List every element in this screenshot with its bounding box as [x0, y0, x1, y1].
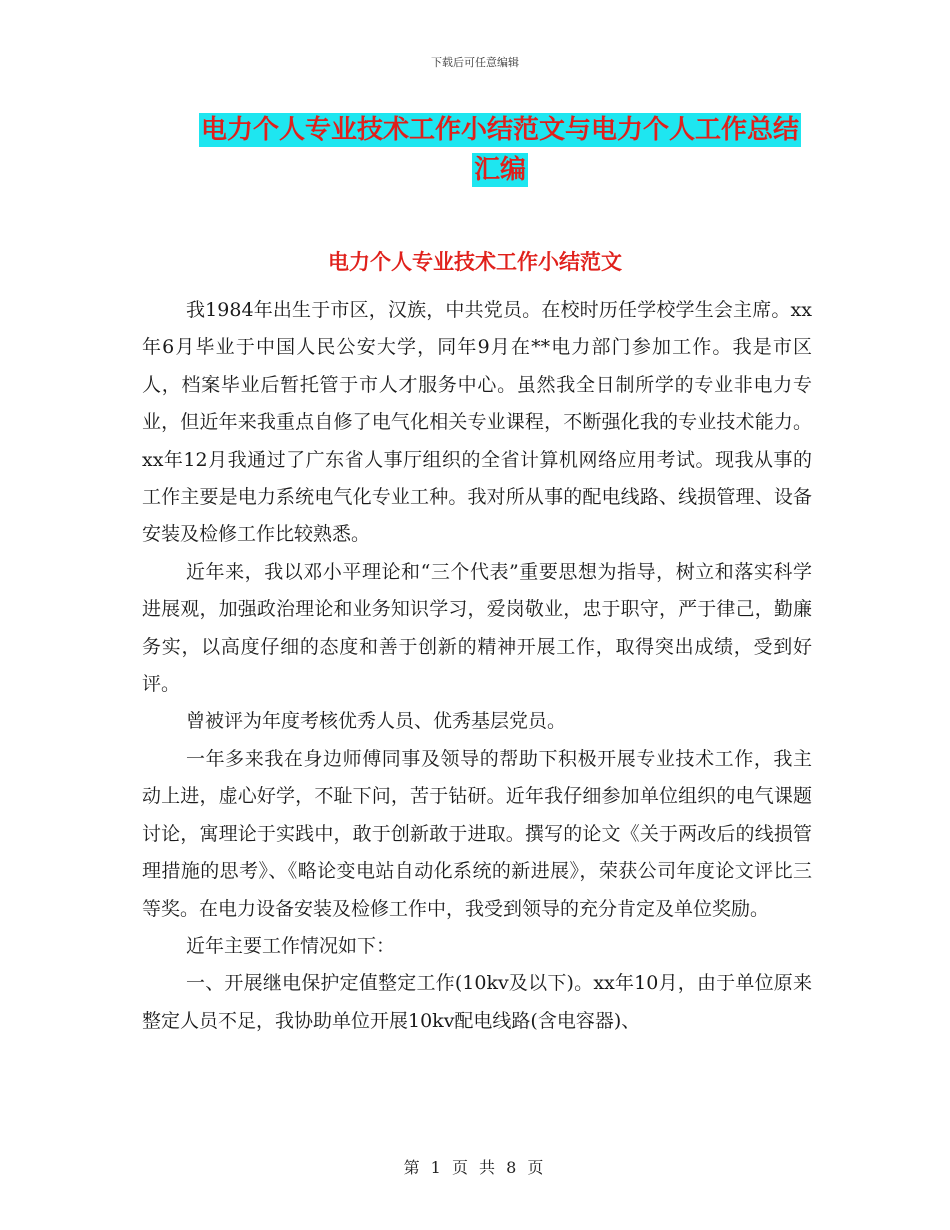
document-title: [150, 110, 850, 190]
paragraph: 近年主要工作情况如下：: [186, 934, 396, 957]
document-title-line-2: 汇编: [473, 155, 526, 185]
section-title: 电力个人专业技术工作小结范文: [328, 249, 622, 274]
header-note: 下载后可任意编辑: [431, 56, 519, 69]
paragraph: 一、开展继电保护定值整定工作(10kv及以下)。xx年10月，由于单位原来整定人员不足，我协助单位开展10kv配电线路(含电容器)、: [142, 972, 812, 1032]
body-text: [142, 292, 812, 1040]
paragraph: 一年多来我在身边师傅同事及领导的帮助下积极开展专业技术工作，我主动上进，虚心好学，不耻下问，苦于钻研。近年我仔细参加单位组织的电气课题讨论，寓理论于实践中，敢于创新敢于进取。撰写的论文《关于两改后的线损管理措施的思考》、《略论变电站自动化系统的新进展》，荣获公司年度论文评比三等奖。在电力设备安装及检修工作中，我受到领导的充分肯定及单位奖励。: [142, 747, 812, 920]
page-number: 第 1 页 共 8 页: [403, 1158, 547, 1177]
paragraph: 我1984年出生于市区，汉族，中共党员。在校时历任学校学生会主席。xx年6月毕业于中国人民公安大学，同年9月在**电力部门参加工作。我是市区人，档案毕业后暂托管于市人才服务中心。虽然我全日制所学的专业非电力专业，但近年来我重点自修了电气化相关专业课程，不断强化我的专业技术能力。xx年12月我通过了广东省人事厅组织的全省计算机网络应用考试。现我从事的工作主要是电力系统电气化专业工种。我对所从事的配电线路、线损管理、设备安装及检修工作比较熟悉。: [142, 299, 812, 546]
paragraph: 近年来，我以邓小平理论和“三个代表”重要思想为指导，树立和落实科学进展观，加强政治理论和业务知识学习，爱岗敬业，忠于职守，严于律己，勤廉务实，以高度仔细的态度和善于创新的精神开展工作，取得突出成绩，受到好评。: [142, 560, 812, 696]
document-title-line-1: 电力个人专业技术工作小结范文与电力个人工作总结: [200, 115, 799, 145]
paragraph: 曾被评为年度考核优秀人员、优秀基层党员。: [186, 710, 567, 733]
